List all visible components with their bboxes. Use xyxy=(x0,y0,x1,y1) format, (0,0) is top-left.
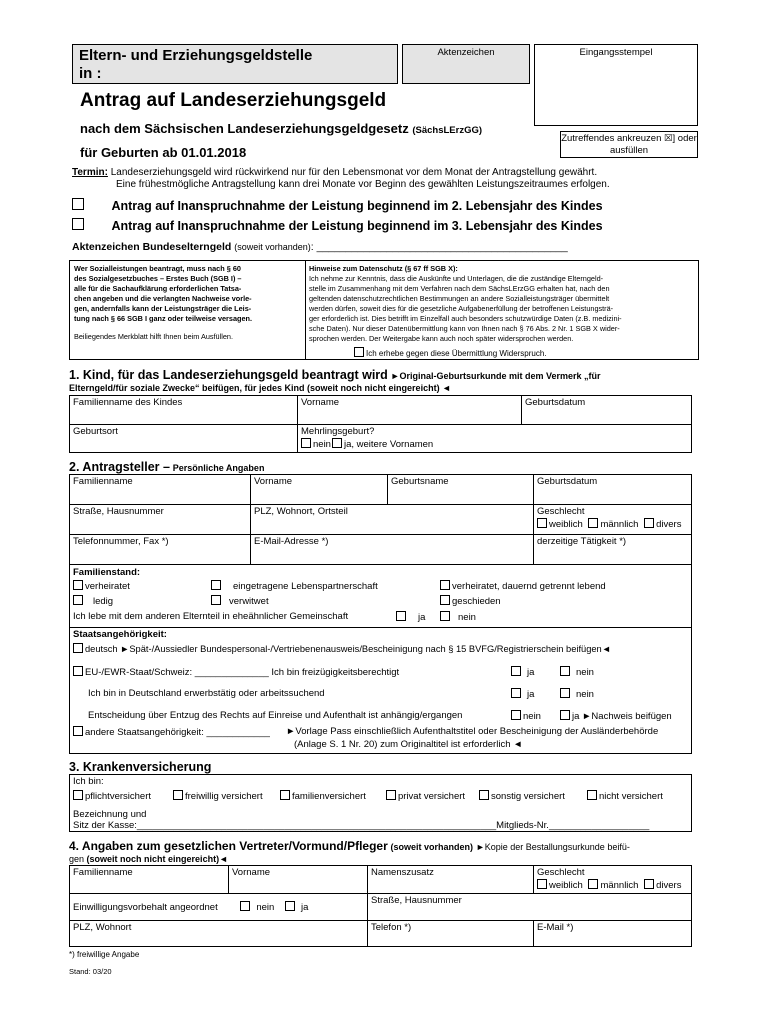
termin-line1: Landeserziehungsgeld wird rückwirkend nur für den Lebensmonat vor dem Monat der Antragstellung gewährt. xyxy=(110,167,598,178)
info-right-line: stelle im Zusammenhang mit dem Verfahren nach dem SächsLErzGG erhalten hat, nach den xyxy=(309,284,610,293)
s4-email-label: E-Mail *) xyxy=(537,922,574,933)
entzug-row xyxy=(88,710,462,721)
s2-geburtsdatum-label: Geburtsdatum xyxy=(537,476,598,487)
opt-deutsch[interactable] xyxy=(73,643,611,654)
checkbox-s4-maennlich[interactable] xyxy=(588,879,598,889)
gemeinschaft-nein-label: nein xyxy=(458,612,476,623)
s1-geburtsdatum-cell[interactable] xyxy=(521,395,691,424)
stand: Stand: 03/20 xyxy=(69,967,112,976)
nicht-label: nicht versichert xyxy=(599,791,663,802)
s3-bezeichnung: Bezeichnung und xyxy=(73,809,147,820)
info-divider xyxy=(305,261,306,359)
s4-strasse-label: Straße, Hausnummer xyxy=(371,895,462,906)
eingangsstempel-box xyxy=(534,44,698,126)
checkbox-lebenspartnerschaft[interactable] xyxy=(211,580,221,590)
checkbox-geschieden[interactable] xyxy=(440,595,450,605)
familie-label: familienversichert xyxy=(292,791,366,802)
entzug-label: Entscheidung über Entzug des Rechts auf Einreise und Aufenthalt ist anhängig/ergangen xyxy=(88,710,463,721)
s3-box xyxy=(69,774,692,832)
checkbox-familie[interactable] xyxy=(280,790,290,800)
s3-opt-privat[interactable] xyxy=(386,790,465,802)
privat-label: privat versichert xyxy=(398,791,466,802)
s4-table xyxy=(69,865,692,947)
checkbox-verheiratet[interactable] xyxy=(73,580,83,590)
s4-telefon-label: Telefon *) xyxy=(371,922,412,933)
ledig-label: ledig xyxy=(93,596,114,607)
checkbox-getrennt[interactable] xyxy=(440,580,450,590)
checkbox-eu-ja[interactable] xyxy=(511,666,521,676)
info-right-line: sche Daten). Nur dieser Datenübermittlung kann von Ihnen nach § 76 Abs. 2 Nr. 1 SGB X wider- xyxy=(309,324,620,333)
s4-title-note: ►Kopie der Bestallungsurkunde beifü- xyxy=(475,842,630,852)
checkbox-deutsch[interactable] xyxy=(73,643,83,653)
checkbox-s2-maennlich[interactable] xyxy=(588,518,598,528)
s2-geburtsdatum-cell[interactable] xyxy=(533,474,691,504)
checkbox-einwilligung-ja[interactable] xyxy=(285,901,295,911)
opt-gemeinschaft-ja[interactable] xyxy=(396,611,425,623)
info-right-line: geltenden datenschutzrechtlichen Bestimmungen an andere Sozialleistungsträger übermittelt xyxy=(309,294,610,303)
s4-email-cell[interactable] xyxy=(533,920,691,946)
andere-note: ►Vorlage Pass einschließlich Aufenthaltstitel oder Bescheinigung der Ausländerbehörde xyxy=(286,726,659,737)
info-left-line: tung nach § 66 SGB I ganz oder teilweise versagen. xyxy=(74,314,253,323)
s1-title-note2: Elterngeld/für soziale Zwecke“ beifügen, für jedes Kind (soweit noch nicht eingereicht) ◄ xyxy=(69,383,451,393)
s1-nein: nein xyxy=(313,439,331,450)
getrennt-label: verheiratet, dauernd getrennt lebend xyxy=(452,581,606,592)
s2-title xyxy=(69,460,264,474)
s4-title xyxy=(69,839,630,853)
termin-line2: Eine frühestmögliche Antragstellung kann drei Monate vor Beginn des gewählten Leistungszeitraumes erfolgen. xyxy=(116,179,610,190)
info-left-line: gen, andernfalls kann der Leistungsträger die Leis- xyxy=(74,304,252,313)
staat-label: Staatsangehörigkeit: xyxy=(73,629,167,640)
checkbox-gemeinschaft-nein[interactable] xyxy=(440,611,450,621)
option-year3-label: Antrag auf Inanspruchnahme der Leistung beginnend im 3. Lebensjahr des Kindes xyxy=(111,219,603,233)
aktenzeichen-box[interactable] xyxy=(402,44,530,84)
checkbox-nicht[interactable] xyxy=(587,790,597,800)
page-title: Antrag auf Landeserziehungsgeld xyxy=(80,90,387,111)
s2-vorname-cell[interactable] xyxy=(250,474,387,504)
opt-erwerb-nein[interactable] xyxy=(560,688,594,700)
s2-plz-label: PLZ, Wohnort, Ortsteil xyxy=(254,506,348,517)
termin xyxy=(72,167,610,191)
verheiratet-label: verheiratet xyxy=(85,581,130,592)
checkbox-verwitwet[interactable] xyxy=(211,595,221,605)
checkbox-s2-weiblich[interactable] xyxy=(537,518,547,528)
option-year2-label: Antrag auf Inanspruchnahme der Leistung beginnend im 2. Lebensjahr des Kindes xyxy=(111,199,603,213)
s2-geburtsname-cell[interactable] xyxy=(387,474,533,504)
opt-geschieden[interactable] xyxy=(440,595,501,607)
s2-geschlecht-label: Geschlecht xyxy=(537,506,585,517)
s3-title: 3. Krankenversicherung xyxy=(69,760,212,774)
gemeinschaft-label: Ich lebe mit dem anderen Elternteil in eheähnlicher Gemeinschaft xyxy=(73,611,349,622)
termin-label: Termin: xyxy=(72,167,108,178)
opt-eu-nein[interactable] xyxy=(560,666,594,678)
checkbox-eu-nein[interactable] xyxy=(560,666,570,676)
checkbox-erwerb-nein[interactable] xyxy=(560,688,570,698)
s4-familienname-cell[interactable] xyxy=(69,865,228,893)
s4-einwilligung-label: Einwilligungsvorbehalt angeordnet xyxy=(73,902,218,913)
deutsch-label: deutsch ►Spät-/Aussiedler Bundespersonal-/Vertriebenenausweis/Bescheinigung nach § 15 BVFG/Registrierschein beifügen◄ xyxy=(85,644,611,654)
checkbox-year2[interactable] xyxy=(72,198,84,210)
checkbox-entzug-nein[interactable] xyxy=(511,710,521,720)
s3-sitz[interactable]: Sitz der Kasse:____________________________________________________________________Mitglieds-Nr.___________________ xyxy=(73,820,650,831)
option-year3[interactable] xyxy=(72,218,603,233)
s2-telefon-label: Telefonnummer, Fax *) xyxy=(73,536,169,547)
opt-entzug-ja[interactable] xyxy=(560,710,672,722)
s2-divers: divers xyxy=(656,519,682,530)
info-right xyxy=(309,264,697,359)
s2-taetigkeit-cell[interactable] xyxy=(533,534,691,564)
s4-title-line2 xyxy=(69,854,228,864)
s4-divers: divers xyxy=(656,880,682,891)
s2-telefon-cell[interactable] xyxy=(69,534,250,564)
s3-opt-pflicht[interactable] xyxy=(73,790,151,802)
s2-weiblich: weiblich xyxy=(549,519,583,530)
s2-table xyxy=(69,474,692,565)
checkbox-privat[interactable] xyxy=(386,790,396,800)
office-box xyxy=(72,44,398,84)
lebenspartnerschaft-label: eingetragene Lebenspartnerschaft xyxy=(233,581,378,592)
s3-ich-bin: Ich bin: xyxy=(73,776,104,787)
az-line: : ___________________________________________ xyxy=(310,241,568,253)
erwerb-nein-label: nein xyxy=(576,689,594,700)
s2-plz-cell[interactable] xyxy=(250,504,533,534)
s2-geburtsname-label: Geburtsname xyxy=(391,476,449,487)
s1-table xyxy=(69,395,692,453)
s4-title-note3: (soweit noch nicht eingereicht)◄ xyxy=(86,854,228,864)
info-left xyxy=(74,264,302,342)
s3-opt-familie[interactable] xyxy=(280,790,366,802)
info-left-line: des Sozialgesetzbuches – Erstes Buch (SGB I) – xyxy=(74,274,242,283)
sonstig-label: sonstig versichert xyxy=(491,791,565,802)
info-left-line: chen angeben und die verlangten Nachweise vorle- xyxy=(74,294,252,303)
az-bundeselterngeld[interactable] xyxy=(72,241,568,253)
objection-label: Ich erhebe gegen diese Übermittlung Widerspruch. xyxy=(366,349,547,358)
footnote: *) freiwillige Angabe xyxy=(69,950,140,959)
freiwillig-label: freiwillig versichert xyxy=(185,791,263,802)
s4-vorname-cell[interactable] xyxy=(228,865,367,893)
opt-entzug-nein[interactable] xyxy=(511,710,541,722)
s1-familienname-cell[interactable] xyxy=(69,395,297,424)
s1-title-text: 1. Kind, für das Landeserziehungsgeld beantragt wird xyxy=(69,368,388,382)
opt-ledig[interactable] xyxy=(73,595,113,607)
births-date: für Geburten ab 01.01.2018 xyxy=(80,145,247,160)
instruction-box xyxy=(560,131,698,158)
s1-geburtsdatum-label: Geburtsdatum xyxy=(525,397,586,408)
s1-vorname-label: Vorname xyxy=(301,397,340,408)
s4-title-small: (soweit vorhanden) xyxy=(390,842,474,852)
opt-erwerb-ja[interactable] xyxy=(511,688,534,700)
pflicht-label: pflichtversichert xyxy=(85,791,151,802)
info-right-title: Hinweise zum Datenschutz (§ 67 ff SGB X): xyxy=(309,264,458,273)
subtitle-abbr: (SächsLErzGG) xyxy=(412,125,483,136)
info-box xyxy=(69,260,699,360)
opt-eu-ja[interactable] xyxy=(511,666,534,678)
info-right-line: sprochen werden. Der Weitergabe kann auch noch später widersprochen werden. xyxy=(309,334,574,343)
s4-namenszusatz-cell[interactable] xyxy=(367,865,533,893)
opt-andere[interactable] xyxy=(73,726,270,738)
s1-ja-weitere: ja, weitere Vornamen xyxy=(343,439,434,450)
s4-namenszusatz-label: Namenszusatz xyxy=(371,867,434,878)
info-left-line: alle für die Sachaufklärung erforderlichen Tatsa- xyxy=(74,284,242,293)
opt-getrennt[interactable] xyxy=(440,580,606,592)
s2-email-cell[interactable] xyxy=(250,534,533,564)
checkbox-year3[interactable] xyxy=(72,218,84,230)
eingangsstempel-label: Eingangsstempel xyxy=(579,47,653,58)
s4-maennlich: männlich xyxy=(600,880,639,891)
s4-geschlecht-label: Geschlecht xyxy=(537,867,585,878)
entzug-nein-label: nein xyxy=(523,711,541,722)
eu-label: EU-/EWR-Staat/Schweiz: ______________ Ich bin freizügigkeitsberechtigt xyxy=(85,667,400,678)
instruction-text: Zutreffendes ankreuzen ☒] oder ausfüllen xyxy=(561,133,697,156)
s4-einwilligung-ja: ja xyxy=(300,902,309,913)
s4-weiblich: weiblich xyxy=(549,880,583,891)
s4-title-note2: gen xyxy=(69,854,85,864)
erwerb-label: Ich bin in Deutschland erwerbstätig oder arbeitssuchend xyxy=(88,688,325,699)
s1-geburtsort-label: Geburtsort xyxy=(73,426,118,437)
s2-taetigkeit-label: derzeitige Tätigkeit *) xyxy=(537,536,627,547)
office-in: in : xyxy=(79,65,102,82)
opt-gemeinschaft-nein[interactable] xyxy=(440,611,476,623)
familienstand-label: Familienstand: xyxy=(73,567,141,578)
s4-familienname-label: Familienname xyxy=(73,867,133,878)
s4-geschlecht-options xyxy=(537,879,688,892)
az-hint: (soweit vorhanden) xyxy=(234,242,311,252)
checkbox-erwerb-ja[interactable] xyxy=(511,688,521,698)
s2-strasse-label: Straße, Hausnummer xyxy=(73,506,164,517)
office-title: Eltern- und Erziehungsgeldstelle xyxy=(79,47,313,64)
erwerb-row xyxy=(88,688,325,699)
s4-einwilligung-nein: nein xyxy=(256,902,275,913)
s2-vorname-label: Vorname xyxy=(254,476,293,487)
checkbox-ledig[interactable] xyxy=(73,595,83,605)
andere-label: andere Staatsangehörigkeit: ____________ xyxy=(85,727,270,738)
checkbox-entzug-ja[interactable] xyxy=(560,710,570,720)
opt-verwitwet[interactable] xyxy=(211,595,269,607)
info-right-line: werden dürfen, soweit dies für die gesetzliche Aufgabenerfüllung der betroffenen Leistungsträ- xyxy=(309,304,614,313)
checkbox-mehrling-nein[interactable] xyxy=(301,438,311,448)
s2-email-label: E-Mail-Adresse *) xyxy=(254,536,329,547)
checkbox-pflicht[interactable] xyxy=(73,790,83,800)
eu-ja-label: ja xyxy=(527,667,535,678)
staat-box xyxy=(69,628,692,754)
subtitle-text: nach dem Sächsischen Landeserziehungsgeldgesetz xyxy=(80,121,409,136)
info-left-line: Wer Sozialleistungen beantragt, muss nach § 60 xyxy=(74,264,241,273)
s4-geschlecht-cell xyxy=(533,865,691,893)
info-right-line: Ich nehme zur Kenntnis, dass die Auskünfte und Unterlagen, die die zuständige Elterngeld- xyxy=(309,274,604,283)
opt-eu[interactable] xyxy=(73,666,399,678)
s4-strasse-cell[interactable] xyxy=(367,893,691,920)
geschieden-label: geschieden xyxy=(452,596,501,607)
s2-geschlecht-options xyxy=(537,518,688,531)
s3-opt-sonstig[interactable] xyxy=(479,790,565,802)
checkbox-eu[interactable] xyxy=(73,666,83,676)
verwitwet-label: verwitwet xyxy=(229,596,269,607)
s1-familienname-label: Familienname des Kindes xyxy=(73,397,183,408)
checkbox-sonstig[interactable] xyxy=(479,790,489,800)
s4-vorname-label: Vorname xyxy=(232,867,271,878)
checkbox-s4-divers[interactable] xyxy=(644,879,654,889)
erwerb-ja-label: ja xyxy=(527,689,535,700)
s1-vorname-cell[interactable] xyxy=(297,395,521,424)
s2-title-small: Persönliche Angaben xyxy=(172,463,265,473)
s4-plz-cell[interactable] xyxy=(69,920,367,946)
s2-maennlich: männlich xyxy=(600,519,639,530)
s1-title-note: ►Original-Geburtsurkunde mit dem Vermerk „für xyxy=(390,371,601,381)
s4-plz-label: PLZ, Wohnort xyxy=(73,922,132,933)
checkbox-objection[interactable] xyxy=(354,347,364,357)
s2-familienname-label: Familienname xyxy=(73,476,133,487)
s1-title xyxy=(69,368,601,382)
checkbox-einwilligung-nein[interactable] xyxy=(240,901,250,911)
opt-verheiratet[interactable] xyxy=(73,580,130,592)
andere-note2: (Anlage S. 1 Nr. 20) zum Originaltitel ist erforderlich ◄ xyxy=(294,739,523,750)
checkbox-s2-divers[interactable] xyxy=(644,518,654,528)
eu-nein-label: nein xyxy=(576,667,594,678)
s1-mehrling-cell[interactable] xyxy=(297,424,691,452)
s4-title-text: 4. Angaben zum gesetzlichen Vertreter/Vormund/Pfleger xyxy=(69,839,388,853)
s2-geschlecht-cell xyxy=(533,504,691,534)
gemeinschaft-ja-label: ja xyxy=(418,612,426,623)
option-year2[interactable] xyxy=(72,198,603,213)
familienstand-box xyxy=(69,565,692,628)
opt-lebenspartnerschaft[interactable] xyxy=(211,580,378,592)
checkbox-s4-weiblich[interactable] xyxy=(537,879,547,889)
az-label: Aktenzeichen Bundeselterngeld xyxy=(72,241,232,253)
info-left-note: Beiliegendes Merkblatt hilft Ihnen beim Ausfüllen. xyxy=(74,332,234,341)
s3-opt-nicht[interactable] xyxy=(587,790,663,802)
checkbox-mehrling-ja[interactable] xyxy=(332,438,342,448)
aktenzeichen-label: Aktenzeichen xyxy=(437,47,495,58)
s1-geburtsort-cell[interactable] xyxy=(69,424,297,452)
checkbox-gemeinschaft-ja[interactable] xyxy=(396,611,406,621)
gemeinschaft-row xyxy=(73,611,348,622)
s2-title-text: 2. Antragsteller – xyxy=(69,460,170,474)
entzug-ja-label: ja ►Nachweis beifügen xyxy=(572,711,672,722)
objection-option[interactable] xyxy=(309,347,697,359)
s4-telefon-cell[interactable] xyxy=(367,920,533,946)
s3-opt-freiwillig[interactable] xyxy=(173,790,263,802)
s4-einwilligung-cell xyxy=(69,893,367,920)
subtitle xyxy=(80,121,482,136)
s2-strasse-cell[interactable] xyxy=(69,504,250,534)
checkbox-freiwillig[interactable] xyxy=(173,790,183,800)
s1-mehrling-options xyxy=(301,438,688,451)
checkbox-andere[interactable] xyxy=(73,726,83,736)
s1-mehrling-label: Mehrlingsgeburt? xyxy=(301,426,375,437)
s2-familienname-cell[interactable] xyxy=(69,474,250,504)
info-right-line: ger erforderlich ist. Dies betrifft im Einzelfall auch besonders schutzwürdige Daten (z.B. medizini- xyxy=(309,314,622,323)
